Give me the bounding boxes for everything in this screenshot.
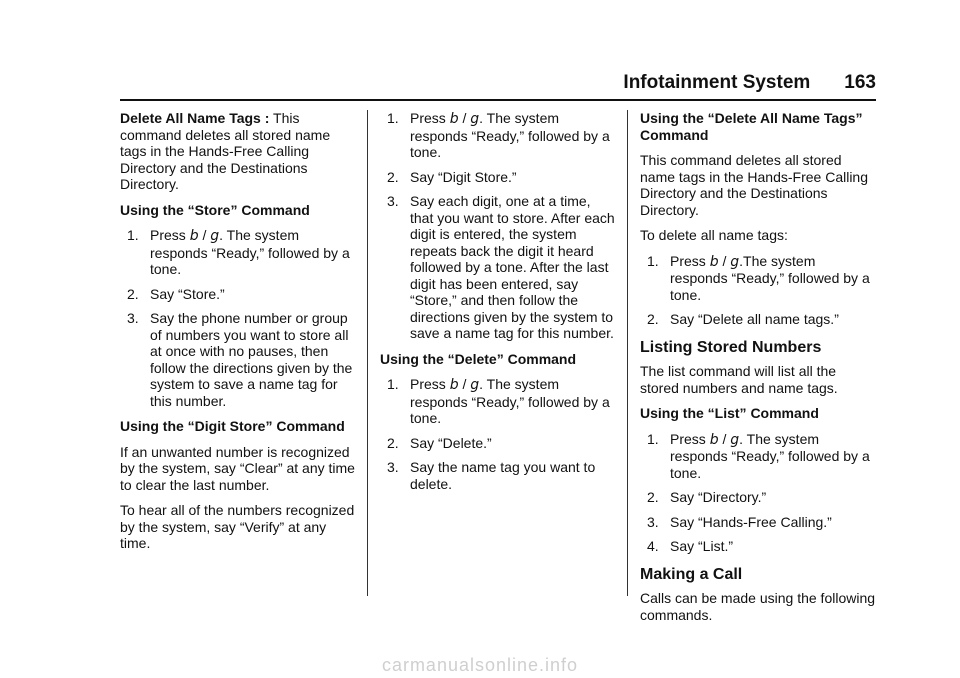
voice-button-icon: g [730,431,740,448]
section-heading: Making a Call [640,565,743,583]
page-header [0,72,876,94]
phone-button-icon: b [709,253,719,270]
paragraph [120,110,355,193]
voice-button-icon: g [730,253,740,270]
list-item: 3. Say the phone number or group of numbers you want to store all at once with no pauses, then follow the directions given by the system to save a name tag for this number. [127,310,353,409]
term-text: This command deletes all stored name tags in the Hands-Free Calling Directory and the Destinations Directory. [120,110,331,192]
watermark: carmanualsonline.info [381,655,579,675]
list-item: 1. Press b / g. The system responds “Ready,” followed by a tone. [127,227,350,277]
subheading: Using the “Store” Command [120,201,310,218]
list-item: 2. Say “Directory.” [647,489,767,505]
phone-button-icon: b [189,228,199,244]
step-list [640,431,876,555]
list-item: 1. Press b / g. The system responds “Ready,” followed by a tone. [387,376,610,426]
subheading: Using the “List” Command [640,405,819,421]
section-title: Infotainment System [623,72,811,93]
column-1 [120,110,355,561]
list-item: 1. Press b / g. The system responds “Ready,” followed by a tone. [387,110,610,160]
term: Delete All Name Tags : [120,110,270,126]
list-item: 1. Press b / g.The system responds “Ready,” followed by a tone. [647,252,870,303]
list-item: 2. Say “Delete all name tags.” [647,311,839,327]
column-divider [367,110,368,596]
paragraph: To hear all of the numbers recognized by the system, say “Verify” at any time. [120,502,355,551]
list-item: 3. Say “Hands-Free Calling.” [647,513,832,530]
step-list [380,376,615,492]
list-item: 3. Say each digit, one at a time, that you want to store. After each digit is entered, the system repeats back the digit it heard followed by a tone. After the last digit has been entered, say “Store,” and then follow the directions given by the system to save a name tag for this number. [387,193,615,341]
subheading: Using the “Delete All Name Tags” Command [640,110,863,143]
list-item: 2. Say “Store.” [127,285,225,302]
list-item: 1. Press b / g. The system responds “Ready,” followed by a tone. [647,430,870,481]
column-divider [627,110,628,596]
voice-button-icon: g [210,228,220,244]
header-rule [120,99,876,101]
list-item: 3. Say the name tag you want to delete. [387,459,596,492]
voice-button-icon: g [470,377,480,393]
step-list [380,110,615,342]
subheading: Using the “Digit Store” Command [120,418,345,434]
page-number: 163 [844,72,876,93]
phone-button-icon: b [449,111,459,127]
list-item: 2. Say “Delete.” [387,434,492,451]
list-item: 4. Say “List.” [647,538,734,554]
column-2 [380,110,615,501]
step-list [640,253,876,328]
phone-button-icon: b [709,431,719,448]
step-list [120,227,355,409]
paragraph: The list command will list all the stored numbers and name tags. [640,363,838,396]
subheading: Using the “Delete” Command [380,350,577,367]
paragraph: To delete all name tags: [640,227,788,243]
column-3 [640,110,876,632]
phone-button-icon: b [449,377,459,393]
list-item: 2. Say “Digit Store.” [387,168,517,185]
section-heading: Listing Stored Numbers [640,338,822,356]
voice-button-icon: g [470,111,480,127]
paragraph: If an unwanted number is recognized by the system, say “Clear” at any time to clear the last number. [120,443,355,493]
paragraph: This command deletes all stored name tags in the Hands-Free Calling Directory and the Destinations Directory. [640,152,869,218]
paragraph: Calls can be made using the following commands. [640,590,876,623]
